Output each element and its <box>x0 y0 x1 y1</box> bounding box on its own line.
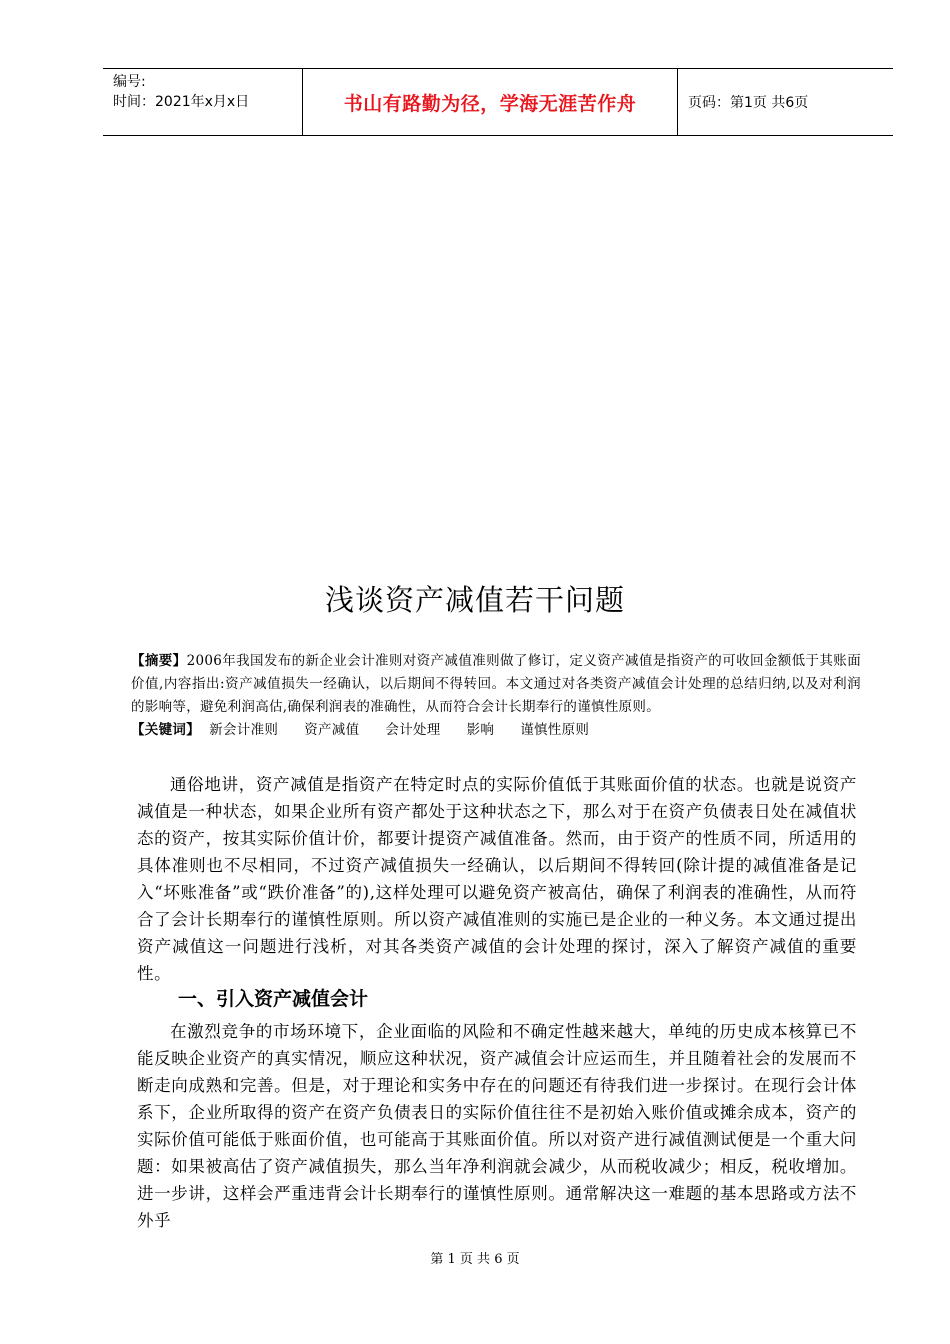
keyword-item: 新会计准则 <box>209 722 279 738</box>
body-paragraph-section-one: 在激烈竞争的市场环境下，企业面临的风险和不确定性越来越大，单纯的历史成本核算已不能反映企业资产的真实情况，顺应这种状况，资产减值会计应运而生，并且随着社会的发展而不断走向成熟和完善。但是，对于理论和实务中存在的问题还有待我们进一步探讨。在现行会计体系下，企业所取得的资产在资产负债表日的实际价值往往不是初始入账价值或摊余成本，资产的实际价值可能低于账面价值，也可能高于其账面价值。所以对资产进行减值测试便是一个重大问题：如果被高估了资产减值损失，那么当年净利润就会减少，从而税收减少；相反，税收增加。进一步讲，这样会严重违背会计长期奉行的谨慎性原则。通常解决这一难题的基本思路或方法不外乎 <box>137 1022 857 1230</box>
document-number-label: 编号: <box>113 74 146 90</box>
keyword-item: 谨慎性原则 <box>520 722 590 738</box>
keywords-line <box>131 719 861 742</box>
header-table <box>103 68 893 136</box>
abstract-label: 【摘要】 <box>131 653 187 669</box>
section-heading: 一、引入资产减值会计 <box>178 988 369 1010</box>
header-page-indicator: 页码：第1页 共6页 <box>688 95 809 111</box>
abstract-paragraph <box>131 650 861 719</box>
abstract-block <box>131 650 861 742</box>
keywords-label: 【关键词】 <box>131 722 200 738</box>
header-page-cell <box>678 69 893 135</box>
keyword-item: 会计处理 <box>385 722 441 738</box>
header-motto-cell <box>303 69 678 135</box>
body-paragraph-intro: 通俗地讲，资产减值是指资产在特定时点的实际价值低于其账面价值的状态。也就是说资产减值是一种状态，如果企业所有资产都处于这种状态之下，那么对于在资产负债表日处在减值状态的资产，按其实际价值计价，都要计提资产减值准备。然而，由于资产的性质不同，所适用的具体准则也不尽相同，不过资产减值损失一经确认，以后期间不得转回(除计提的减值准备是记入“坏账准备”或“跌价准备”的),这样处理可以避免资产被高估，确保了利润表的准确性，从而符合了会计长期奉行的谨慎性原则。所以资产减值准则的实施已是企业的一种义务。本文通过提出资产减值这一问题进行浅析，对其各类资产减值的会计处理的探讨，深入了解资产减值的重要性。 <box>137 775 857 983</box>
header-motto: 书山有路勤为径，学海无涯苦作舟 <box>343 92 637 115</box>
keyword-item: 资产减值 <box>304 722 360 738</box>
keyword-item: 影响 <box>466 722 495 738</box>
page-footer: 第 1 页 共 6 页 <box>430 1252 520 1267</box>
document-time-label: 时间：2021年x月x日 <box>113 94 250 110</box>
document-title: 浅谈资产减值若干问题 <box>324 583 625 617</box>
abstract-text: 2006年我国发布的新企业会计准则对资产减值准则做了修订，定义资产减值是指资产的可收回金额低于其账面价值,内容指出:资产减值损失一经确认，以后期间不得转回。本文通过对各类资产减值会计处理的总结归纳,以及对利润的影响等，避免利润高估,确保利润表的准确性，从而符合会计长期奉行的谨慎性原则。 <box>131 653 861 715</box>
header-meta-cell <box>103 69 303 135</box>
